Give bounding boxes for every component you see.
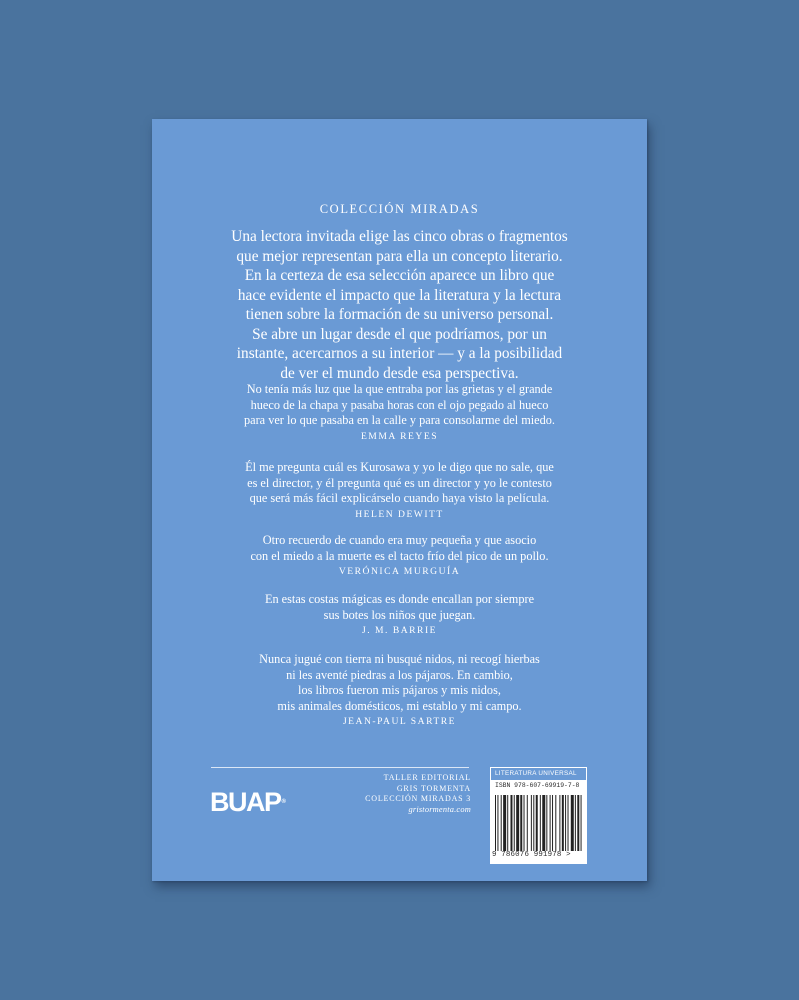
quote-jm-barrie [172, 592, 627, 638]
quote-line: Otro recuerdo de cuando era muy pequeña y que asocio [262, 533, 537, 547]
quote-line: los libros fueron mis pájaros y mis nidos, [298, 683, 501, 698]
quote-line: ni les aventé piedras a los pájaros. En cambio, [286, 667, 513, 682]
quote-author: VERÓNICA MURGUÍA [338, 566, 461, 578]
publisher-website: gristormenta.com [408, 804, 471, 814]
barcode-bar [507, 795, 508, 851]
barcode-bar [520, 795, 522, 851]
quote-emma-reyes [172, 382, 627, 444]
quote-line: para ver lo que pasaba en la calle y para consolarme del miedo. [243, 413, 556, 428]
barcode-number: 9 786076 991978 > [492, 851, 571, 859]
collection-title: COLECCIÓN MIRADAS [319, 202, 480, 216]
barcode-bar [577, 795, 579, 851]
barcode-bar [550, 795, 551, 851]
barcode-bar [533, 795, 534, 851]
intro-line: tienen sobre la formación de su universo personal. [245, 306, 554, 323]
quote-helen-dewitt [172, 460, 627, 522]
barcode-bar [503, 795, 506, 851]
barcode-bar [546, 795, 547, 851]
barcode-bar [571, 795, 574, 851]
quote-line: Él me pregunta cuál es Kurosawa y yo le digo que no sale, que [245, 460, 554, 474]
quote-line: No tenía más luz que la que entraba por las grietas y el grande [246, 382, 553, 396]
barcode-bar [568, 795, 569, 851]
intro-line: que mejor representan para ella un concepto literario. [236, 247, 563, 265]
quote-line: es el director, y él pregunta qué es un director y yo le contesto [247, 475, 552, 490]
quote-line: Nunca jugué con tierra ni busqué nidos, ni recogí hierbas [259, 652, 540, 666]
intro-line: Se abre un lugar desde el que podríamos, por un [252, 325, 547, 343]
intro-paragraph [212, 227, 587, 383]
footer-divider [211, 767, 469, 768]
barcode-bar [524, 795, 525, 851]
publisher-line: GRIS TORMENTA [396, 783, 471, 793]
quote-line: hueco de la chapa y pasaba horas con el ojo pegado al hueco [250, 397, 549, 412]
barcode-bar [540, 795, 541, 851]
quote-line: que será más fácil explicárselo cuando haya visto la película. [249, 491, 550, 506]
barcode-bar [527, 795, 528, 851]
quote-jean-paul-sartre [172, 652, 627, 729]
buap-logo [210, 787, 286, 817]
quote-author: EMMA REYES [360, 430, 439, 442]
isbn-category-label: LITERATURA UNIVERSAL [491, 768, 586, 780]
barcode-bar [501, 795, 502, 851]
barcode-bar [559, 795, 560, 851]
barcode-bar [514, 795, 515, 851]
barcode-bar [565, 795, 566, 851]
publisher-line: TALLER EDITORIAL [383, 773, 471, 782]
publisher-info [365, 773, 471, 815]
barcode-bar [552, 795, 553, 851]
quote-line: mis animales domésticos, mi establo y mi campo. [277, 698, 522, 713]
intro-line: Una lectora invitada elige las cinco obras o fragmentos [231, 228, 568, 245]
book-back-cover [152, 119, 647, 881]
isbn-barcode-box [490, 767, 587, 864]
barcode-bar [536, 795, 538, 851]
intro-line: instante, acercarnos a su interior — y a la posibilidad [236, 345, 563, 362]
publisher-line: COLECCIÓN MIRADAS 3 [365, 794, 471, 804]
quote-line: con el miedo a la muerte es el tacto frío del pico de un pollo. [250, 548, 549, 563]
buap-logo-text: BUAP [210, 787, 281, 817]
quote-author: J. M. BARRIE [361, 625, 438, 637]
quote-line: En estas costas mágicas es donde encallan por siempre [264, 592, 535, 606]
barcode-bar [575, 795, 576, 851]
barcode-bar [581, 795, 582, 851]
barcode-bar [562, 795, 564, 851]
barcode-bar [516, 795, 519, 851]
barcode-bar [542, 795, 545, 851]
barcode-bar [510, 795, 512, 851]
barcode [495, 795, 583, 851]
barcode-bar [495, 795, 496, 851]
barcode-bar [497, 795, 498, 851]
quote-author: JEAN-PAUL SARTRE [342, 716, 457, 728]
intro-line: En la certeza de esa selección aparece un libro que [244, 267, 555, 284]
barcode-bar [531, 795, 532, 851]
intro-line: de ver el mundo desde esa perspectiva. [280, 364, 519, 382]
quote-line: sus botes los niños que juegan. [323, 607, 476, 622]
registered-mark: ® [281, 799, 286, 805]
intro-line: hace evidente el impacto que la literatura y la lectura [237, 286, 562, 304]
quote-author: HELEN DEWITT [355, 508, 444, 520]
quote-veronica-murguia [172, 533, 627, 579]
isbn-number: ISBN 978-607-69919-7-8 [495, 782, 580, 789]
barcode-bar [555, 795, 556, 851]
